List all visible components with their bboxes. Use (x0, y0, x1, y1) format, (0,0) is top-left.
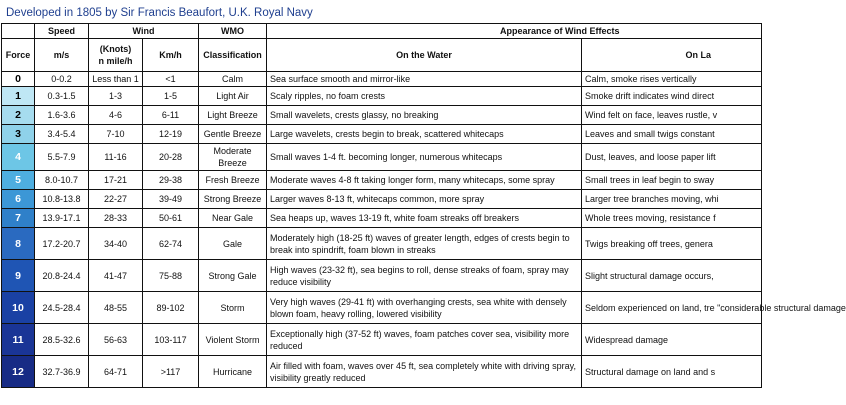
ms-cell: 10.8-13.8 (35, 190, 89, 209)
table-row (2, 324, 762, 356)
table-row (2, 356, 762, 388)
kmh-cell: >117 (143, 356, 199, 388)
classification-cell: Hurricane (199, 356, 267, 388)
table-row (2, 260, 762, 292)
knots-cell: 4-6 (89, 106, 143, 125)
kmh-cell: 20-28 (143, 144, 199, 171)
ms-cell: 32.7-36.9 (35, 356, 89, 388)
force-cell: 5 (2, 171, 35, 190)
force-cell: 7 (2, 209, 35, 228)
table-row (2, 190, 762, 209)
water-effect-cell: Moderate waves 4-8 ft taking longer form, many whitecaps, some spray (267, 171, 582, 190)
land-effect-cell: Slight structural damage occurs, (582, 260, 762, 292)
water-effect-cell: Scaly ripples, no foam crests (267, 87, 582, 106)
land-effect-cell: Widespread damage (582, 324, 762, 356)
knots-cell: 64-71 (89, 356, 143, 388)
kmh-cell: 103-117 (143, 324, 199, 356)
force-cell: 3 (2, 125, 35, 144)
land-effect-cell: Small trees in leaf begin to sway (582, 171, 762, 190)
classification-cell: Near Gale (199, 209, 267, 228)
classification-cell: Gale (199, 228, 267, 260)
classification-cell: Calm (199, 72, 267, 87)
kmh-cell: 6-11 (143, 106, 199, 125)
table-row (2, 125, 762, 144)
classification-cell: Strong Gale (199, 260, 267, 292)
ms-cell: 0-0.2 (35, 72, 89, 87)
water-effect-cell: Large wavelets, crests begin to break, scattered whitecaps (267, 125, 582, 144)
knots-cell: 1-3 (89, 87, 143, 106)
land-effect-cell: Wind felt on face, leaves rustle, v (582, 106, 762, 125)
ms-cell: 0.3-1.5 (35, 87, 89, 106)
classification-cell: Light Air (199, 87, 267, 106)
land-effect-cell: Smoke drift indicates wind direct (582, 87, 762, 106)
header-ms: m/s (35, 39, 89, 72)
classification-cell: Gentle Breeze (199, 125, 267, 144)
table-body (2, 72, 846, 388)
water-effect-cell: Sea heaps up, waves 13-19 ft, white foam streaks off breakers (267, 209, 582, 228)
land-effect-cell: Whole trees moving, resistance f (582, 209, 762, 228)
knots-cell: 11-16 (89, 144, 143, 171)
header-force: Force (2, 39, 35, 72)
kmh-cell: 50-61 (143, 209, 199, 228)
header-knots-line2: n mile/h (98, 56, 133, 66)
knots-cell: 7-10 (89, 125, 143, 144)
header-classification: Classification (199, 39, 267, 72)
table-row (2, 292, 762, 324)
table-row (2, 144, 762, 171)
force-cell: 10 (2, 292, 35, 324)
knots-cell: 22-27 (89, 190, 143, 209)
water-effect-cell: Exceptionally high (37-52 ft) waves, foam patches cover sea, visibility more reduced (267, 324, 582, 356)
water-effect-cell: Very high waves (29-41 ft) with overhanging crests, sea white with densely blown foam, heavy rolling, lowered visibility (267, 292, 582, 324)
table-row (2, 171, 762, 190)
force-cell: 6 (2, 190, 35, 209)
classification-cell: Light Breeze (199, 106, 267, 125)
water-effect-cell: Moderately high (18-25 ft) waves of greater length, edges of crests begin to break into spindrift, foam blown in streaks (267, 228, 582, 260)
knots-cell: 56-63 (89, 324, 143, 356)
header-kmh: Km/h (143, 39, 199, 72)
kmh-cell: 39-49 (143, 190, 199, 209)
header-on-water: On the Water (267, 39, 582, 72)
land-effect-cell: Dust, leaves, and loose paper lift (582, 144, 762, 171)
kmh-cell: 1-5 (143, 87, 199, 106)
ms-cell: 8.0-10.7 (35, 171, 89, 190)
water-effect-cell: Sea surface smooth and mirror-like (267, 72, 582, 87)
force-cell: 4 (2, 144, 35, 171)
beaufort-table (1, 23, 846, 388)
header-knots-line1: (Knots) (99, 44, 132, 54)
ms-cell: 3.4-5.4 (35, 125, 89, 144)
kmh-cell: <1 (143, 72, 199, 87)
water-effect-cell: High waves (23-32 ft), sea begins to roll, dense streaks of foam, spray may reduce visibility (267, 260, 582, 292)
classification-cell: Moderate Breeze (199, 144, 267, 171)
kmh-cell: 29-38 (143, 171, 199, 190)
knots-cell: 34-40 (89, 228, 143, 260)
water-effect-cell: Larger waves 8-13 ft, whitecaps common, more spray (267, 190, 582, 209)
ms-cell: 20.8-24.4 (35, 260, 89, 292)
ms-cell: 17.2-20.7 (35, 228, 89, 260)
kmh-cell: 75-88 (143, 260, 199, 292)
knots-cell: 48-55 (89, 292, 143, 324)
land-effect-cell: Twigs breaking off trees, genera (582, 228, 762, 260)
force-cell: 0 (2, 72, 35, 87)
land-effect-cell: Seldom experienced on land, tre "considerable structural damage (582, 292, 762, 324)
knots-cell: 41-47 (89, 260, 143, 292)
header-knots (89, 39, 143, 72)
water-effect-cell: Small wavelets, crests glassy, no breaking (267, 106, 582, 125)
force-cell: 2 (2, 106, 35, 125)
force-cell: 12 (2, 356, 35, 388)
ms-cell: 24.5-28.4 (35, 292, 89, 324)
kmh-cell: 62-74 (143, 228, 199, 260)
water-effect-cell: Small waves 1-4 ft. becoming longer, numerous whitecaps (267, 144, 582, 171)
water-effect-cell: Air filled with foam, waves over 45 ft, sea completely white with driving spray, visibility greatly reduced (267, 356, 582, 388)
classification-cell: Violent Storm (199, 324, 267, 356)
land-effect-cell: Larger tree branches moving, whi (582, 190, 762, 209)
knots-cell: 28-33 (89, 209, 143, 228)
ms-cell: 5.5-7.9 (35, 144, 89, 171)
force-cell: 9 (2, 260, 35, 292)
table-row (2, 209, 762, 228)
table-row (2, 106, 762, 125)
classification-cell: Strong Breeze (199, 190, 267, 209)
force-cell: 1 (2, 87, 35, 106)
force-cell: 8 (2, 228, 35, 260)
table-row (2, 87, 762, 106)
land-effect-cell: Leaves and small twigs constant (582, 125, 762, 144)
classification-cell: Fresh Breeze (199, 171, 267, 190)
table-caption: Developed in 1805 by Sir Francis Beaufort, U.K. Royal Navy (6, 7, 313, 19)
ms-cell: 1.6-3.6 (35, 106, 89, 125)
header-group-wmo: WMO (199, 24, 267, 39)
header-group-appearance: Appearance of Wind Effects (267, 24, 762, 39)
ms-cell: 28.5-32.6 (35, 324, 89, 356)
kmh-cell: 12-19 (143, 125, 199, 144)
header-force-blank (2, 24, 35, 39)
knots-cell: Less than 1 (89, 72, 143, 87)
knots-cell: 17-21 (89, 171, 143, 190)
land-effect-cell: Calm, smoke rises vertically (582, 72, 762, 87)
table-row (2, 72, 762, 87)
table-row (2, 228, 762, 260)
header-group-speed: Speed (35, 24, 89, 39)
header-group-wind: Wind (89, 24, 199, 39)
kmh-cell: 89-102 (143, 292, 199, 324)
force-cell: 11 (2, 324, 35, 356)
header-on-land: On La (582, 39, 762, 72)
ms-cell: 13.9-17.1 (35, 209, 89, 228)
land-effect-cell: Structural damage on land and s (582, 356, 762, 388)
classification-cell: Storm (199, 292, 267, 324)
